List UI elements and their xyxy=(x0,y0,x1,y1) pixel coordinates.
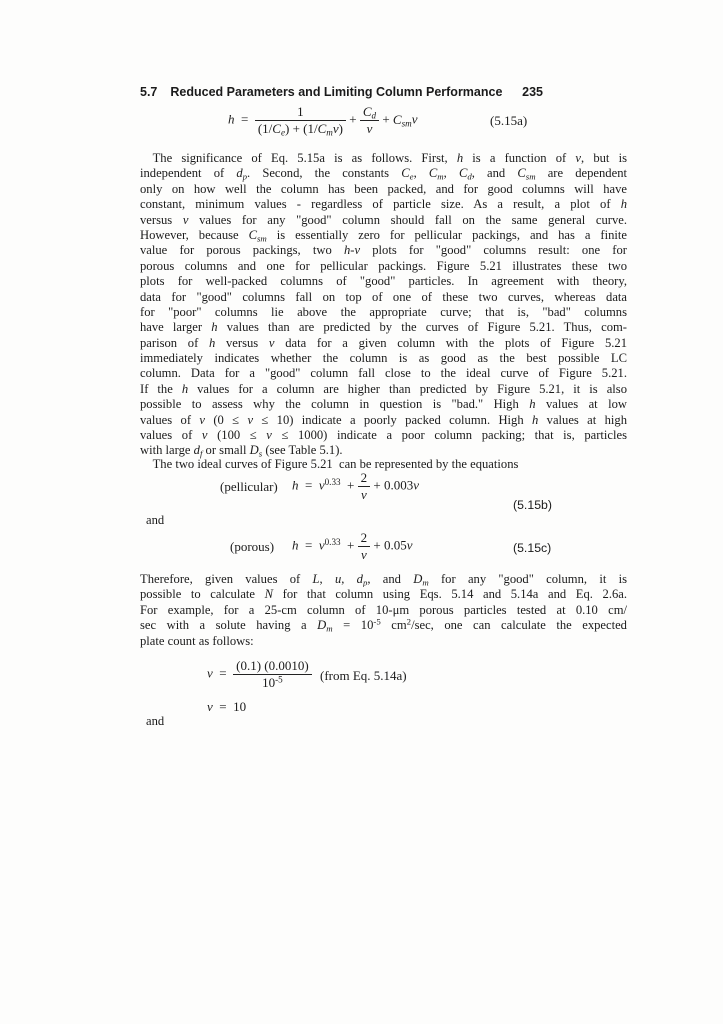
text-line: values of ν (100 ≤ ν ≤ 1000) indicate a poor column packing; that is, particles xyxy=(140,428,627,443)
section-title: Reduced Parameters and Limiting Column Performance xyxy=(170,85,503,99)
text-line: possible to calculate N for that column using Eqs. 5.14 and 5.14a and Eq. 2.6a. xyxy=(140,587,627,602)
text-line: If the h values for a column are higher than predicted by Figure 5.21, it is also xyxy=(140,381,627,396)
equation-5-15c xyxy=(140,530,626,570)
text-line: sec with a solute having a $D_m = 10^{-5}$ $cm^2/\sec$, one can calculate the expected xyxy=(140,618,627,634)
text-line: versus ν values for any "good" column should fall on the same general curve. xyxy=(140,212,627,227)
equation-label-5-15a: (5.15a) xyxy=(490,113,528,128)
text-line: immediately indicates whether the column is as good as the best possible LC xyxy=(140,351,627,366)
equation-5-15b xyxy=(140,470,626,516)
text-line: Therefore, given values of L, u, $d_p$, and $D_m$ for any "good" column, it is xyxy=(140,572,627,588)
equation-5-15a xyxy=(140,100,626,146)
connector-and-1: and xyxy=(146,513,165,527)
equation-label-5-15c: (5.15c) xyxy=(513,541,552,555)
page-number: 235 xyxy=(522,85,543,99)
text-line: constant, minimum values - regardless of particle size. As a result, a plot of h xyxy=(140,197,627,212)
text-line: possible to assess why the column in question is "bad." High h values at low xyxy=(140,397,627,412)
text-line: porous columns and one for pellicular packings. Figure 5.21 illustrates these two xyxy=(140,258,627,273)
paragraph-significance xyxy=(140,151,627,459)
text-line: The two ideal curves of Figure 5.21 can be represented by the equations xyxy=(140,457,519,471)
section-heading xyxy=(140,85,502,99)
text-line: The significance of Eq. 5.15a is as follows. First, h is a function of ν, but is xyxy=(140,151,627,165)
equation-nu-note: (from Eq. 5.14a) xyxy=(320,668,407,683)
text-line: for "poor" columns lie above the appropriate curve; that is, "bad" columns xyxy=(140,304,627,319)
text-line: column. Data for a "good" column fall close to the ideal curve of Figure 5.21. xyxy=(140,366,627,381)
text-line: only on how well the column has been packed, and for good columns will have xyxy=(140,181,627,196)
text-line: have larger h values than are predicted by the curves of Figure 5.21. Thus, com- xyxy=(140,320,627,335)
text-line: with large $d_f$ or small $D_s$ (see Table 5.1). xyxy=(140,443,343,459)
equation-nu-body: ν = $\frac{(0.1) (0.0010)}{10^{-5}}$ xyxy=(207,658,312,692)
text-line: independent of $d_p$. Second, the constants $C_e$, $C_m$, $C_d$, and $C_{sm}$ are dependent xyxy=(140,166,627,182)
equation-5-15a-body: h = $\frac{1}{(1/C_e) + (1/C_m\nu)}$ + $\frac{C_d}{\nu}$ + $C_{sm}\nu$ xyxy=(228,104,418,138)
equation-5-15c-body: $h = \nu^{0.33}$ + $\frac{2}{\nu}$ + 0.05ν xyxy=(292,530,413,563)
section-number: 5.7 xyxy=(140,85,158,99)
equation-nu-result-body: ν = 10 xyxy=(207,699,247,714)
text-line: For example, for a 25-cm column of 10-μm porous particles tested at 0.10 cm/ xyxy=(140,602,627,617)
equation-5-15b-body: $h = \nu^{0.33}$ + $\frac{2}{\nu}$ + 0.003ν xyxy=(292,470,420,503)
equation-label-5-15b: (5.15b) xyxy=(513,498,552,512)
running-head xyxy=(140,85,543,99)
equation-nu-calculation xyxy=(140,658,626,698)
text-line: However, because $C_{sm}$ is essentially zero for pellicular packings, and has a finite xyxy=(140,227,627,244)
text-line: plots for well-packed columns of "good" particles. In agreement with theory, xyxy=(140,274,627,289)
equation-nu-result xyxy=(207,699,693,715)
text-line: data for "good" columns fall on top of one of these two curves, whereas data xyxy=(140,289,627,304)
equation-tag-pellicular: (pellicular) xyxy=(220,479,278,494)
text-line: values of ν (0 ≤ ν ≤ 10) indicate a poorly packed column. High h values at high xyxy=(140,412,627,427)
text-line: value for porous packings, two h-ν plots for "good" columns result: one for xyxy=(140,243,627,258)
text-line: plate count as follows: xyxy=(140,633,254,648)
equation-tag-porous: (porous) xyxy=(230,539,275,554)
text-line: parison of h versus ν data for a given column with the plots of Figure 5.21 xyxy=(140,335,627,350)
paragraph-example xyxy=(140,572,627,649)
connector-and-2: and xyxy=(146,714,165,728)
